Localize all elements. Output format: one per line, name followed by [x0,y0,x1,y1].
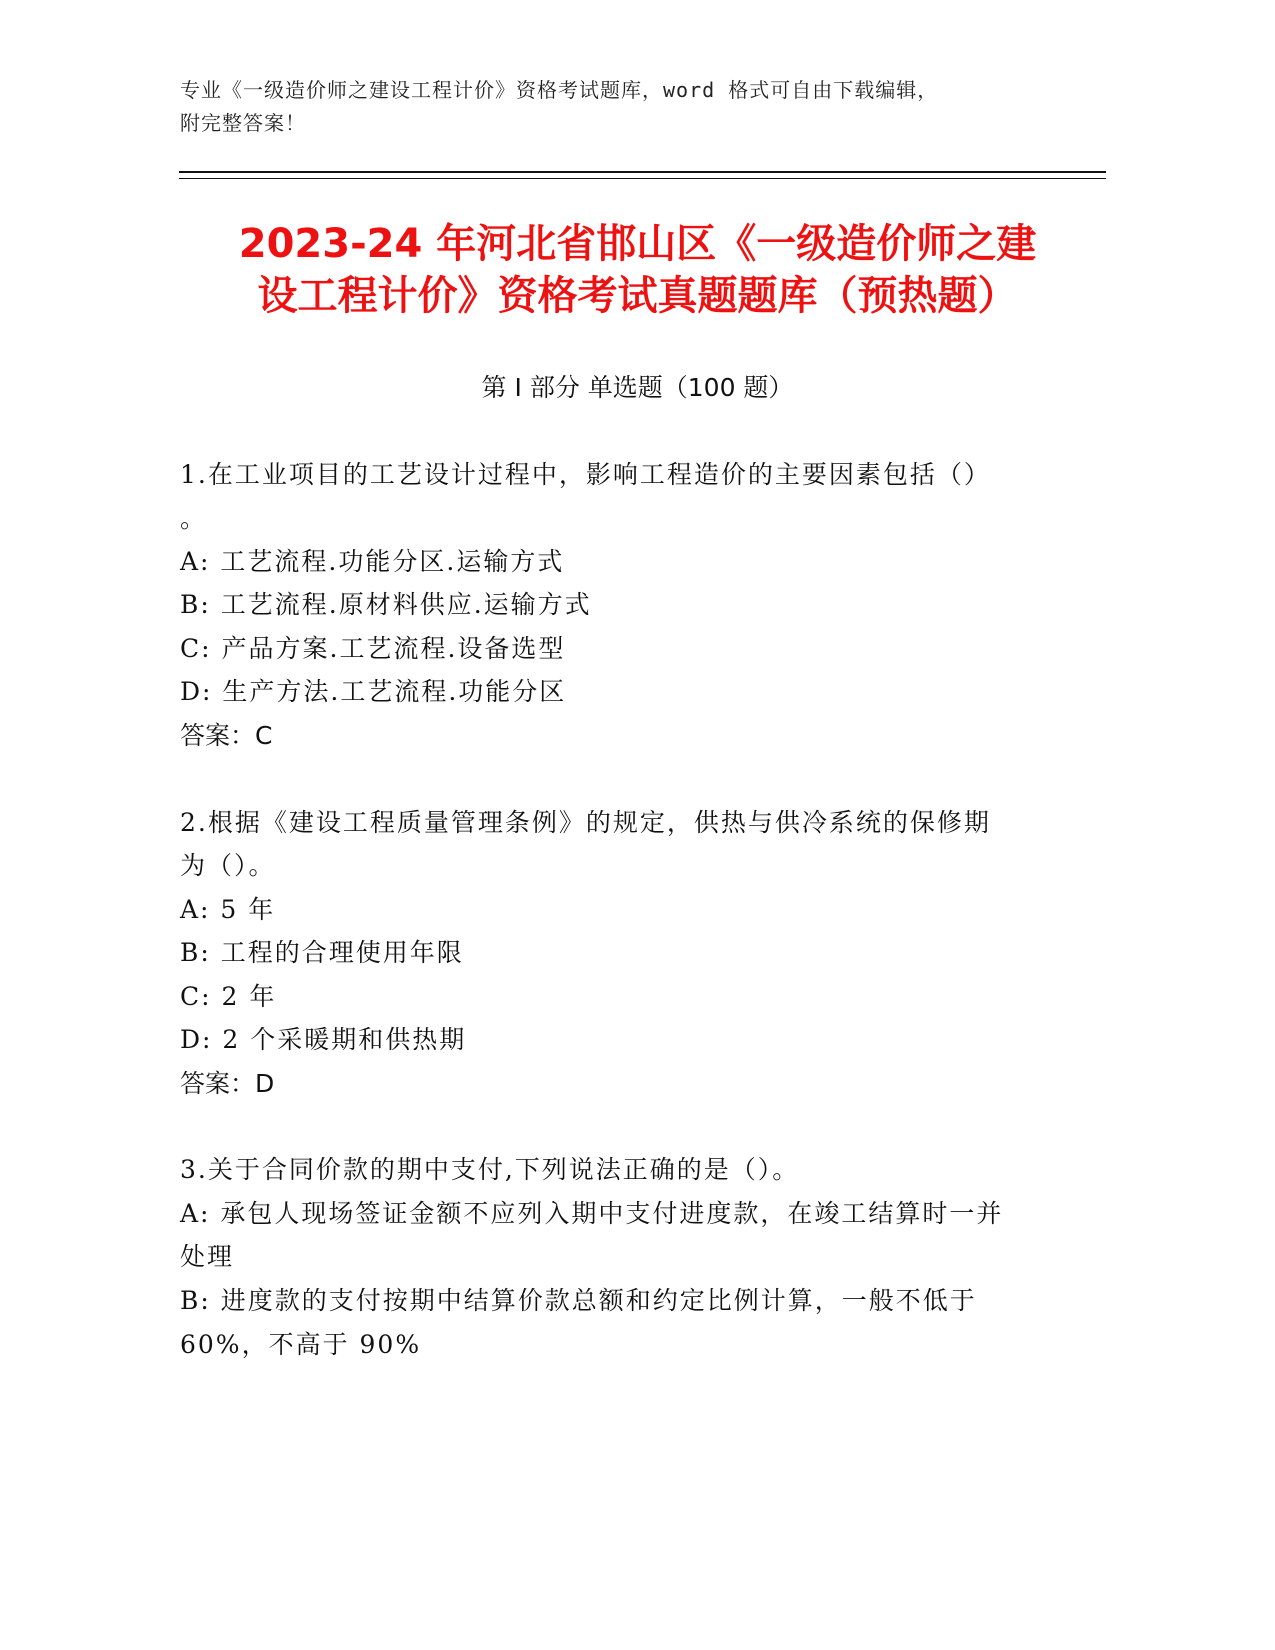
document-title-line-2: 设工程计价》资格考试真题题库（预热题） [257,273,1018,319]
header-divider-thick [179,171,1106,173]
document-title [150,218,1125,322]
question-1-stem-line-1: 1.在工业项目的工艺设计过程中，影响工程造价的主要因素包括（） [180,460,991,489]
question-1-option-b: B: 工艺流程.原材料供应.运输方式 [180,590,592,619]
header-note-line-1: 专业《一级造价师之建设工程计价》资格考试题库，word 格式可自由下载编辑， [180,78,939,102]
header-note-line-2: 附完整答案！ [180,111,306,135]
question-2-option-d: D: 2 个采暖期和供热期 [180,1025,467,1054]
header-divider-thin [179,178,1106,179]
question-2-stem-line-1: 2.根据《建设工程质量管理条例》的规定，供热与供冷系统的保修期 [180,808,991,837]
question-3-option-a-line-1: A: 承包人现场签证金额不应列入期中支付进度款，在竣工结算时一并 [180,1199,1004,1228]
question-1-option-a: A: 工艺流程.功能分区.运输方式 [180,547,565,576]
document-title-line-1: 2023-24 年河北省邯山区《一级造价师之建 [238,221,1037,267]
question-2-answer: 答案：D [180,1069,275,1098]
question-2-stem-line-2: 为（）。 [180,851,276,880]
question-3-stem-line-1: 3.关于合同价款的期中支付,下列说法正确的是（）。 [180,1155,800,1184]
question-1-answer: 答案：C [180,721,273,750]
question-1-stem-line-2: 。 [180,504,208,533]
question-2-option-a: A: 5 年 [180,895,276,924]
question-2-option-c: C: 2 年 [180,982,277,1011]
question-1-option-c: C: 产品方案.工艺流程.设备选型 [180,634,566,663]
question-2-option-b: B: 工程的合理使用年限 [180,938,464,967]
question-3-option-b-line-1: B: 进度款的支付按期中结算价款总额和约定比例计算，一般不低于 [180,1286,977,1315]
question-3-option-a-line-2: 处理 [180,1242,235,1271]
question-1-option-d: D: 生产方法.工艺流程.功能分区 [180,677,567,706]
header-note [180,74,1080,140]
section-title: 第 I 部分 单选题（100 题） [481,373,794,402]
question-3-option-b-line-2: 60%，不高于 90% [180,1330,422,1359]
